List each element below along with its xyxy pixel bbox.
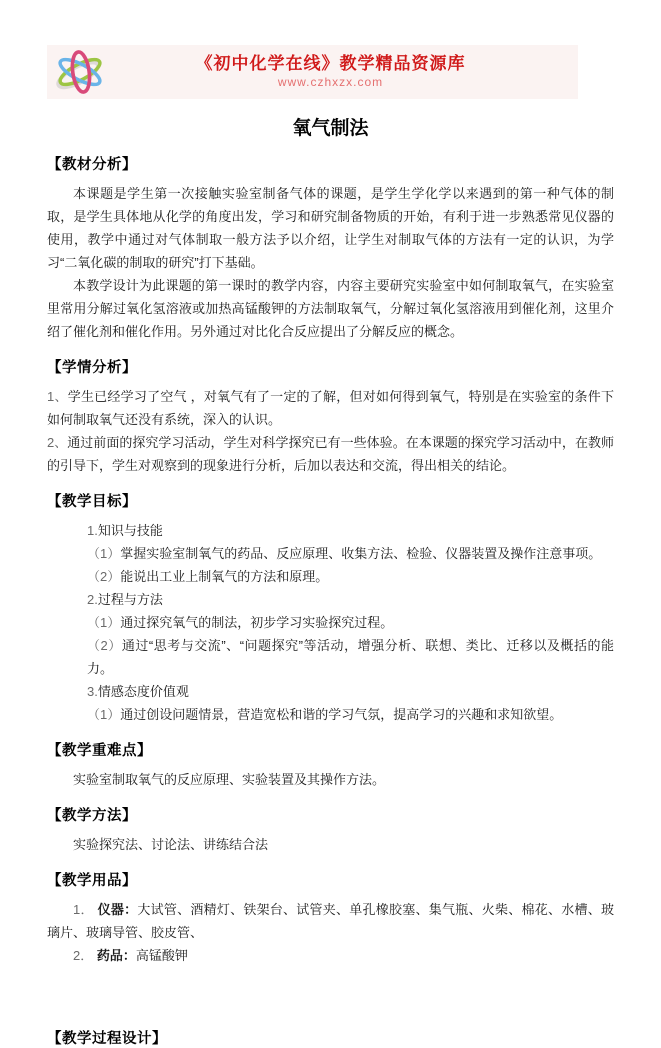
item-text: 知识与技能 — [97, 523, 163, 538]
goal-item — [87, 703, 614, 726]
goal-item — [87, 611, 614, 634]
letterhead-banner — [47, 45, 578, 99]
numbered-item — [47, 431, 614, 477]
item-number: （2） — [87, 569, 121, 584]
goal-item — [87, 588, 614, 611]
item-label: 仪器： — [97, 902, 138, 917]
item-text: 大试管、酒精灯、铁架台、试管夹、单孔橡胶塞、集气瓶、火柴、棉花、水槽、玻璃片、玻璃导管、胶皮管、 — [47, 902, 614, 940]
item-text: 通过探究氧气的制法，初步学习实验探究过程。 — [120, 615, 394, 630]
section-heading: 【教学过程设计】 — [47, 1031, 167, 1047]
site-title: 《初中化学在线》教学精品资源库 — [195, 54, 466, 74]
paragraph: 本教学设计为此课题的第一课时的教学内容，内容主要研究实验室中如何制取氧气，在实验室里常用分解过氧化氢溶液或加热高锰酸钾的方法制取氧气，分解过氧化氢溶液用到催化剂，这里介绍了催化剂和催化作用。另外通过对比化合反应提出了分解反应的概念。 — [47, 278, 614, 339]
section-teaching-goals — [47, 490, 614, 726]
item-number: （2） — [87, 638, 122, 653]
item-number: 3. — [87, 684, 98, 699]
item-text: 高锰酸钾 — [135, 948, 188, 963]
goal-item — [87, 519, 614, 542]
paragraph: 本课题是学生第一次接触实验室制备气体的课题，是学生学化学以来遇到的第一种气体的制取，是学生具体地从化学的角度出发，学习和研究制备物质的开始，有利于进一步熟悉常见仪器的使用，教学中通过对气体制取一般方法予以介绍，让学生对制取气体的方法有一定的认识，为学习“二氧化碳的制取的研究”打下基础。 — [47, 186, 614, 270]
item-number: 1、 — [47, 389, 68, 404]
section-heading: 【教学用品】 — [47, 873, 137, 889]
item-number: （1） — [87, 615, 121, 630]
paragraph: 实验室制取氧气的反应原理、实验装置及其操作方法。 — [73, 772, 386, 787]
item-text: 掌握实验室制氧气的药品、反应原理、收集方法、检验、仪器装置及操作注意事项。 — [120, 546, 602, 561]
item-number: 2． — [73, 948, 97, 963]
section-teaching-methods — [47, 804, 614, 856]
item-label: 药品： — [96, 948, 136, 963]
section-key-difficulties — [47, 739, 614, 791]
section-heading: 【学情分析】 — [47, 360, 137, 376]
item-number: 2. — [87, 592, 98, 607]
section-heading: 【教学目标】 — [47, 494, 137, 510]
document-body — [47, 153, 614, 1048]
item-number: 2、 — [47, 435, 68, 450]
item-text: 学生已经学习了空气 ，对氧气有了一定的了解，但对如何得到氧气，特别是在实验室的条件下如何制取氧气还没有系统，深入的认识。 — [47, 389, 614, 427]
page-title: 氧气制法 — [292, 118, 369, 139]
item-number: （1） — [87, 707, 121, 722]
atom-icon — [47, 45, 113, 99]
goal-item — [87, 634, 614, 680]
item-text: 通过创设问题情景，营造宽松和谐的学习气氛，提高学习的兴趣和求知欲望。 — [120, 707, 563, 722]
goal-item — [87, 542, 614, 565]
item-number: （1） — [87, 546, 121, 561]
item-text: 通过“思考与交流”、“问题探究”等活动，增强分析、联想、类比、迁移以及概括的能力。 — [87, 638, 614, 676]
section-heading: 【教材分析】 — [47, 157, 137, 173]
section-material-analysis — [47, 153, 614, 343]
site-url: www.czhxzx.com — [277, 74, 384, 89]
banner-text-block — [113, 54, 578, 89]
numbered-item — [47, 385, 614, 431]
section-teaching-supplies — [47, 869, 614, 967]
item-text: 能说出工业上制氧气的方法和原理。 — [120, 569, 329, 584]
item-text: 通过前面的探究学习活动，学生对科学探究已有一些体验。在本课题的探究学习活动中，在教师的引导下，学生对观察到的现象进行分析，后加以表达和交流，得出相关的结论。 — [47, 435, 614, 473]
section-learner-analysis — [47, 356, 614, 477]
item-number: 1． — [73, 902, 98, 917]
section-heading: 【教学重难点】 — [47, 743, 152, 759]
item-text: 过程与方法 — [97, 592, 163, 607]
supply-item — [47, 898, 614, 944]
item-text: 情感态度价值观 — [97, 684, 189, 699]
paragraph: 实验探究法、讨论法、讲练结合法 — [73, 837, 269, 852]
section-teaching-process-design — [47, 1027, 614, 1048]
goal-item — [87, 565, 614, 588]
goal-item — [87, 680, 614, 703]
supply-item — [47, 944, 614, 967]
item-number: 1. — [87, 523, 98, 538]
section-heading: 【教学方法】 — [47, 808, 137, 824]
